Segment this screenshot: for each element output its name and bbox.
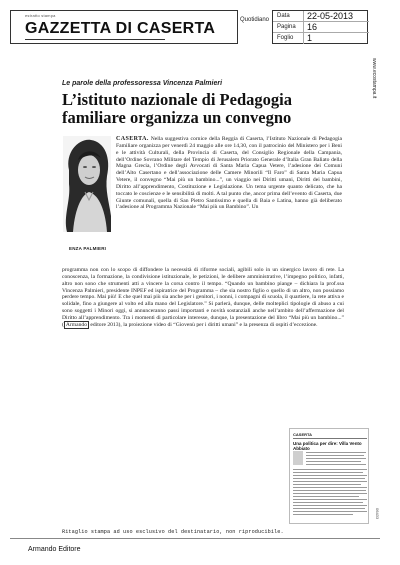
source-note: estratto stampa bbox=[25, 13, 56, 18]
meta-row-date bbox=[273, 11, 369, 22]
article-paragraph-b-start: programma non con lo scopo di diffondere la necessità di riforme sociali, agibili solo in un sinergico lavoro di rete. La conoscenza, la formazione, la condivisione istituzionale, le petizioni, le delibere amministrative, l’impegno politico, infatti, altro non sono che strumenti atti a vincere la corsa contro il tempo. “Quando un bambino piange – dichiara la prof.ssa Vincenza Palmieri, presidente INPEF ed ispiratrice del Programma – che sia nostro figlio o quello di un altro, non possiamo perdere tempo. Mai più! E che quel mai più sia anche per i genitori, i nonni, i compagni di scuola, il quartiere, la rete attiva e solidale, fino a giungere al volto ed alla mano del Legislatore.” Si parlerà, dunque, delle molteplici tipologie di abuso a cui sono soggetti i Minori oggi, si annunceranno passi importanti e novità sostanziali anche nell’ambito dell’affermazione del Diritto all’apprendimento. Tra i momenti di particolare interesse, dunque, la presentazione del libro “Mai più un bambino...” ( bbox=[62, 267, 344, 328]
meta-row-page bbox=[273, 22, 369, 33]
author-photo bbox=[63, 136, 111, 254]
thumbnail-text-line bbox=[293, 472, 363, 473]
publisher-highlight: Armando bbox=[65, 321, 88, 328]
thumbnail-text-line bbox=[293, 478, 365, 479]
thumbnail-text-line bbox=[293, 481, 367, 482]
thumbnail-text-line bbox=[293, 505, 367, 506]
meta-date-label: Data bbox=[277, 13, 290, 19]
page-thumbnail bbox=[289, 428, 369, 524]
article-header bbox=[62, 80, 348, 127]
article-body-column-top bbox=[116, 136, 342, 268]
photo-caption: ENZA PALMIERI bbox=[69, 246, 107, 251]
meta-date-value: 22-05-2013 bbox=[307, 11, 354, 21]
thumbnail-text-line bbox=[293, 511, 367, 512]
thumbnail-text-line bbox=[293, 469, 367, 470]
article-paragraph-a: Nella suggestiva cornice della Reggia di Caserta, l’Istituto Nazionale di Pedagogia Familiare organizza per venerdì 24 maggio alle ore 14,30, con il patrocinio del Ministero per i Beni e le attività Culturali, della Provincia di Caserta, del Consiglio Regionale della Campania, dell’Ordine Sovrano Militare del Tempio di Jerusalem Priorato Generale d’Italia Gran Baliato della Magna Grecia, l’Ordine degli Avvocati di Santa Maria Capua Vetere, l’adesione dei Comuni dell’Alto Casertano e dell’associazione delle Camere Minorili “Il Faro” di Santa Maria Capua Vetere, il convegno “Mai più un bambino...”, un viaggio nei Diritti umani, Diritti dei bambini, Diritto all’apprendimento, Costituzione e Legislazione. Un tema urgente quanto delicato, che ha toccato le coscienze e le sensibilità di molti. A tal punto che, ancor prima dell’evento di Caserta, due Giunte comunali, quella di San Pietro Santissimo e quella di Baia e Latina, hanno già deliberato l’adesione al Programma Nazionale “Mai più un Bambino”. Un bbox=[116, 136, 342, 211]
meta-sheet-value: 1 bbox=[307, 33, 313, 43]
publication-type: Quotidiano bbox=[240, 17, 270, 23]
article-paragraph-b-end: editore 2013), la proiezione video di “Giovenù per i diritti umani” e la presenza di ospiti d’eccezione. bbox=[89, 321, 318, 328]
article-kicker: Le parole della professoressa Vincenza Palmieri bbox=[62, 80, 223, 87]
thumbnail-masthead: CASERTA bbox=[293, 432, 313, 437]
thumbnail-text-line bbox=[293, 484, 361, 485]
thumbnail-text-line bbox=[306, 464, 366, 465]
meta-page-label: Pagina bbox=[277, 24, 296, 30]
meta-sheet-label: Foglio bbox=[277, 35, 294, 41]
bottom-rule bbox=[10, 538, 380, 539]
article-body-column-bottom bbox=[62, 267, 344, 417]
thumbnail-text-line bbox=[293, 493, 367, 494]
thumbnail-text-line bbox=[293, 496, 359, 497]
thumbnail-text-line bbox=[306, 458, 366, 459]
article-headline: L’istituto nazionale di Pedagogia familiare organizza un convegno bbox=[62, 90, 292, 127]
side-code bbox=[374, 508, 382, 528]
thumbnail-text-line bbox=[293, 508, 365, 509]
side-code-text: 06433 bbox=[375, 508, 380, 520]
thumbnail-rule bbox=[293, 438, 367, 439]
thumbnail-text-line bbox=[306, 452, 366, 453]
press-clipping-header bbox=[10, 10, 390, 44]
footer-publisher: Armando Editore bbox=[28, 546, 81, 553]
thumbnail-text-line bbox=[306, 455, 364, 456]
masthead-rule bbox=[25, 39, 165, 40]
thumbnail-text-line bbox=[293, 499, 367, 500]
masthead-box bbox=[10, 10, 238, 44]
thumbnail-text-line bbox=[293, 487, 367, 488]
thumbnail-headline: Una politica per dire: Villa Vento Abbiato bbox=[293, 441, 362, 451]
thumbnail-photo bbox=[293, 451, 303, 465]
thumbnail-text-line bbox=[293, 490, 366, 491]
thumbnail-text-line bbox=[293, 514, 353, 515]
side-url-text: www.ecostampa.it bbox=[371, 58, 377, 99]
newspaper-masthead: GAZZETTA DI CASERTA bbox=[25, 20, 216, 37]
clipping-meta-table bbox=[272, 10, 368, 44]
thumbnail-text-line bbox=[306, 461, 361, 462]
meta-page-value: 16 bbox=[307, 22, 318, 32]
portrait-image bbox=[63, 136, 111, 236]
meta-row-sheet bbox=[273, 33, 369, 44]
thumbnail-text-line bbox=[293, 502, 363, 503]
thumbnail-text-line bbox=[293, 475, 367, 476]
article-dateline: CASERTA. bbox=[116, 136, 149, 142]
side-url bbox=[369, 58, 379, 118]
clipping-disclaimer: Ritaglio stampa ad uso esclusivo del destinatario, non riproducibile. bbox=[62, 529, 284, 535]
